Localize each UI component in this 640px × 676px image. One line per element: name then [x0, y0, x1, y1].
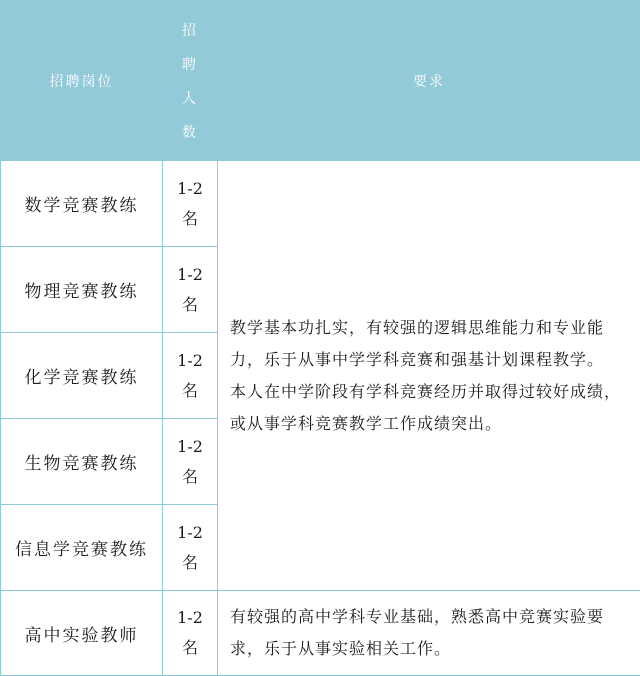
table-header-row [1, 1, 640, 161]
coach-requirement-cell [218, 161, 640, 591]
header-count-char: 人 [182, 88, 198, 108]
count-unit: 名 [163, 290, 217, 320]
count-value: 1-2 [163, 518, 217, 548]
header-count-char: 聘 [182, 54, 198, 74]
count-value: 1-2 [163, 174, 217, 204]
table-row [1, 591, 640, 676]
position-cell: 高中实验教师 [1, 591, 163, 676]
position-cell: 生物竞赛教练 [1, 419, 163, 505]
position-cell: 物理竞赛教练 [1, 247, 163, 333]
coach-requirement-para-1: 教学基本功扎实，有较强的逻辑思维能力和专业能力，乐于从事中学学科竞赛和强基计划课程教学。 [230, 312, 626, 376]
position-cell: 信息学竞赛教练 [1, 505, 163, 591]
header-count-char: 招 [182, 20, 198, 40]
count-cell [163, 505, 218, 591]
count-cell [163, 161, 218, 247]
count-value: 1-2 [163, 603, 217, 633]
count-value: 1-2 [163, 260, 217, 290]
header-count [163, 1, 218, 161]
header-count-char: 数 [182, 122, 198, 142]
count-unit: 名 [163, 204, 217, 234]
count-cell [163, 247, 218, 333]
lab-requirement-cell: 有较强的高中学科专业基础，熟悉高中竞赛实验要求，乐于从事实验相关工作。 [218, 591, 640, 676]
header-position: 招聘岗位 [1, 1, 163, 161]
count-value: 1-2 [163, 432, 217, 462]
count-unit: 名 [163, 633, 217, 663]
count-cell [163, 591, 218, 676]
position-cell: 化学竞赛教练 [1, 333, 163, 419]
count-value: 1-2 [163, 346, 217, 376]
count-unit: 名 [163, 462, 217, 492]
coach-requirement-para-2: 本人在中学阶段有学科竞赛经历并取得过较好成绩，或从事学科竞赛教学工作成绩突出。 [230, 376, 626, 440]
count-cell [163, 333, 218, 419]
count-cell [163, 419, 218, 505]
count-unit: 名 [163, 548, 217, 578]
count-unit: 名 [163, 376, 217, 406]
position-cell: 数学竞赛教练 [1, 161, 163, 247]
table-row [1, 161, 640, 247]
header-requirement: 要求 [218, 1, 640, 161]
